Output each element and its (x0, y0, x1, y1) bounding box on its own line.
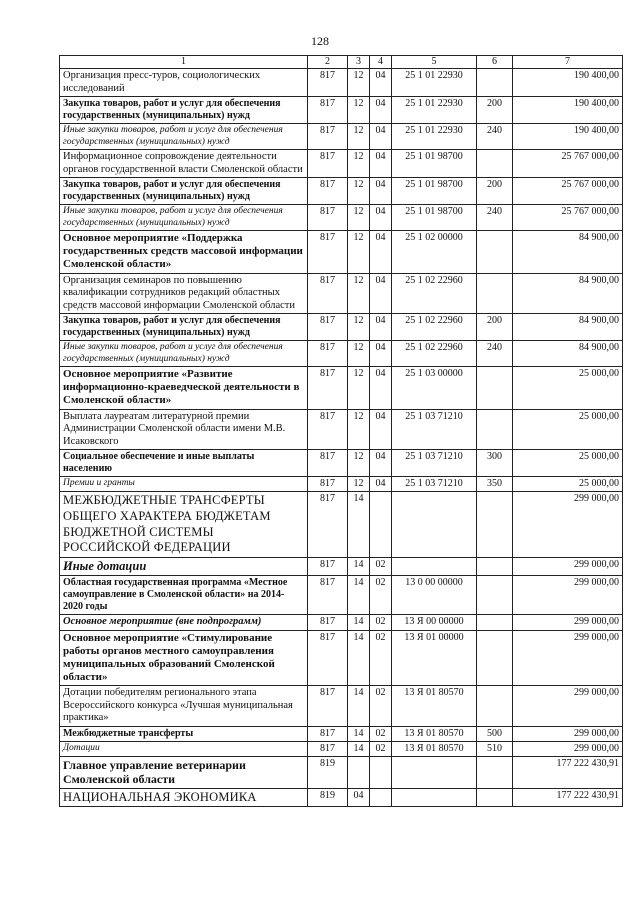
row-subsection: 04 (370, 409, 392, 450)
row-subsection: 02 (370, 575, 392, 614)
row-target-article: 13 Я 00 00000 (392, 614, 477, 630)
row-target-article: 25 1 01 98700 (392, 205, 477, 231)
row-expense-type (477, 757, 513, 789)
table-row (60, 124, 623, 150)
table-row (60, 314, 623, 341)
row-expense-type (477, 575, 513, 614)
table-row (60, 178, 623, 205)
row-target-article: 25 1 01 22930 (392, 69, 477, 97)
table-body (60, 69, 623, 807)
row-subsection: 04 (370, 205, 392, 231)
row-section: 04 (348, 788, 370, 807)
row-expense-type: 350 (477, 477, 513, 492)
table-row (60, 742, 623, 757)
row-amount: 25 767 000,00 (513, 149, 623, 177)
row-expense-type (477, 273, 513, 314)
row-section: 12 (348, 124, 370, 150)
row-name: Иные закупки товаров, работ и услуг для обеспечения государственных (муниципальных) нужд (60, 341, 308, 367)
row-amount: 299 000,00 (513, 575, 623, 614)
table-row (60, 557, 623, 575)
row-admin-code: 817 (308, 727, 348, 742)
row-section: 12 (348, 69, 370, 97)
row-section: 14 (348, 742, 370, 757)
row-amount: 25 000,00 (513, 450, 623, 477)
row-admin-code: 817 (308, 409, 348, 450)
column-header: 6 (477, 56, 513, 69)
row-target-article: 25 1 03 71210 (392, 477, 477, 492)
row-name: Организация семинаров по повышению квалификации сотрудников редакций областных средств массовой информации Смоленской области (60, 273, 308, 314)
row-target-article: 25 1 03 00000 (392, 367, 477, 410)
row-target-article: 25 1 02 22960 (392, 314, 477, 341)
row-name: Организация пресс-туров, социологических исследований (60, 69, 308, 97)
row-subsection: 04 (370, 124, 392, 150)
row-section: 12 (348, 409, 370, 450)
row-amount: 84 900,00 (513, 230, 623, 273)
row-subsection (370, 757, 392, 789)
row-section: 14 (348, 630, 370, 686)
row-amount: 25 767 000,00 (513, 205, 623, 231)
row-name: Информационное сопровождение деятельности органов государственной власти Смоленской области (60, 149, 308, 177)
table-row (60, 409, 623, 450)
row-expense-type: 240 (477, 341, 513, 367)
row-target-article (392, 492, 477, 558)
table-row (60, 727, 623, 742)
column-header: 1 (60, 56, 308, 69)
row-name: Закупка товаров, работ и услуг для обеспечения государственных (муниципальных) нужд (60, 178, 308, 205)
row-amount: 299 000,00 (513, 686, 623, 727)
table-row (60, 450, 623, 477)
row-subsection: 04 (370, 314, 392, 341)
row-target-article (392, 757, 477, 789)
row-amount: 177 222 430,91 (513, 788, 623, 807)
row-name: Основное мероприятие «Развитие информационно-краеведческой деятельности в Смоленской области» (60, 367, 308, 410)
row-target-article: 25 1 03 71210 (392, 450, 477, 477)
row-expense-type (477, 492, 513, 558)
row-target-article: 25 1 01 22930 (392, 97, 477, 124)
row-target-article (392, 557, 477, 575)
row-admin-code: 817 (308, 367, 348, 410)
table-row (60, 575, 623, 614)
table-row (60, 492, 623, 558)
row-name: Социальное обеспечение и иные выплаты населению (60, 450, 308, 477)
row-amount: 25 000,00 (513, 477, 623, 492)
row-name: Дотации победителям регионального этапа Всероссийского конкурса «Лучшая муниципальная практика» (60, 686, 308, 727)
row-section: 12 (348, 205, 370, 231)
row-admin-code: 817 (308, 575, 348, 614)
row-expense-type: 510 (477, 742, 513, 757)
row-target-article: 25 1 01 98700 (392, 178, 477, 205)
row-target-article: 25 1 01 22930 (392, 124, 477, 150)
row-name: Иные закупки товаров, работ и услуг для обеспечения государственных (муниципальных) нужд (60, 205, 308, 231)
table-row (60, 205, 623, 231)
row-expense-type: 240 (477, 124, 513, 150)
row-amount: 299 000,00 (513, 630, 623, 686)
row-section: 12 (348, 149, 370, 177)
row-expense-type: 300 (477, 450, 513, 477)
row-expense-type (477, 686, 513, 727)
table-row (60, 149, 623, 177)
row-amount: 299 000,00 (513, 492, 623, 558)
table-row (60, 614, 623, 630)
row-name: Иные закупки товаров, работ и услуг для обеспечения государственных (муниципальных) нужд (60, 124, 308, 150)
row-section: 12 (348, 230, 370, 273)
row-subsection (370, 788, 392, 807)
row-expense-type: 200 (477, 97, 513, 124)
row-expense-type (477, 788, 513, 807)
table-row (60, 367, 623, 410)
row-name: Основное мероприятие «Стимулирование работы органов местного самоуправления муниципальных образований Смоленской области» (60, 630, 308, 686)
row-name: Выплата лауреатам литературной премии Администрации Смоленской области имени М.В. Исаковского (60, 409, 308, 450)
row-admin-code: 817 (308, 124, 348, 150)
row-admin-code: 817 (308, 686, 348, 727)
row-target-article: 13 0 00 00000 (392, 575, 477, 614)
row-section: 14 (348, 557, 370, 575)
row-admin-code: 817 (308, 178, 348, 205)
row-name: Дотации (60, 742, 308, 757)
row-name: Основное мероприятие (вне подпрограмм) (60, 614, 308, 630)
row-amount: 84 900,00 (513, 314, 623, 341)
row-admin-code: 819 (308, 757, 348, 789)
row-section: 14 (348, 686, 370, 727)
table-row (60, 630, 623, 686)
row-name: Основное мероприятие «Поддержка государственных средств массовой информации Смоленской области» (60, 230, 308, 273)
row-section: 14 (348, 614, 370, 630)
row-expense-type (477, 149, 513, 177)
row-section: 14 (348, 492, 370, 558)
row-subsection: 02 (370, 557, 392, 575)
column-header: 7 (513, 56, 623, 69)
row-admin-code: 817 (308, 314, 348, 341)
row-admin-code: 817 (308, 450, 348, 477)
row-amount: 25 000,00 (513, 409, 623, 450)
row-subsection: 02 (370, 630, 392, 686)
row-expense-type (477, 614, 513, 630)
table-row (60, 273, 623, 314)
row-expense-type: 240 (477, 205, 513, 231)
row-subsection: 04 (370, 149, 392, 177)
row-admin-code: 817 (308, 742, 348, 757)
row-amount: 190 400,00 (513, 124, 623, 150)
row-target-article (392, 788, 477, 807)
row-section: 12 (348, 273, 370, 314)
row-section: 12 (348, 367, 370, 410)
row-expense-type: 200 (477, 314, 513, 341)
row-expense-type (477, 409, 513, 450)
row-amount: 190 400,00 (513, 69, 623, 97)
row-expense-type (477, 630, 513, 686)
row-name: Главное управление ветеринарии Смоленской области (60, 757, 308, 789)
row-amount: 84 900,00 (513, 341, 623, 367)
row-amount: 25 767 000,00 (513, 178, 623, 205)
column-header: 2 (308, 56, 348, 69)
row-admin-code: 817 (308, 614, 348, 630)
row-admin-code: 817 (308, 630, 348, 686)
row-target-article: 13 Я 01 00000 (392, 630, 477, 686)
row-admin-code: 817 (308, 477, 348, 492)
row-section: 12 (348, 341, 370, 367)
row-admin-code: 817 (308, 341, 348, 367)
row-admin-code: 817 (308, 149, 348, 177)
column-header: 4 (370, 56, 392, 69)
row-amount: 84 900,00 (513, 273, 623, 314)
row-expense-type (477, 557, 513, 575)
table-row (60, 788, 623, 807)
row-expense-type (477, 367, 513, 410)
row-admin-code: 817 (308, 492, 348, 558)
row-amount: 299 000,00 (513, 742, 623, 757)
row-expense-type: 200 (477, 178, 513, 205)
row-name: Закупка товаров, работ и услуг для обеспечения государственных (муниципальных) нужд (60, 314, 308, 341)
row-subsection: 02 (370, 742, 392, 757)
row-amount: 177 222 430,91 (513, 757, 623, 789)
row-target-article: 13 Я 01 80570 (392, 686, 477, 727)
row-subsection: 04 (370, 341, 392, 367)
table-row (60, 686, 623, 727)
row-subsection (370, 492, 392, 558)
row-target-article: 25 1 02 22960 (392, 273, 477, 314)
row-admin-code: 817 (308, 273, 348, 314)
row-amount: 299 000,00 (513, 557, 623, 575)
table-row (60, 97, 623, 124)
row-subsection: 02 (370, 686, 392, 727)
row-subsection: 04 (370, 367, 392, 410)
row-section: 12 (348, 97, 370, 124)
row-amount: 190 400,00 (513, 97, 623, 124)
row-expense-type (477, 230, 513, 273)
table-row (60, 757, 623, 789)
row-target-article: 13 Я 01 80570 (392, 727, 477, 742)
row-name: Премии и гранты (60, 477, 308, 492)
row-admin-code: 817 (308, 69, 348, 97)
row-name: МЕЖБЮДЖЕТНЫЕ ТРАНСФЕРТЫ ОБЩЕГО ХАРАКТЕРА БЮДЖЕТАМ БЮДЖЕТНОЙ СИСТЕМЫ РОССИЙСКОЙ ФЕДЕРАЦИИ (60, 492, 308, 558)
row-expense-type: 500 (477, 727, 513, 742)
row-section: 12 (348, 477, 370, 492)
row-name: Закупка товаров, работ и услуг для обеспечения государственных (муниципальных) нужд (60, 97, 308, 124)
row-subsection: 04 (370, 230, 392, 273)
row-subsection: 04 (370, 178, 392, 205)
row-target-article: 25 1 02 22960 (392, 341, 477, 367)
row-subsection: 04 (370, 477, 392, 492)
row-amount: 25 000,00 (513, 367, 623, 410)
row-target-article: 25 1 02 00000 (392, 230, 477, 273)
table-header-row (60, 56, 623, 69)
row-section: 14 (348, 727, 370, 742)
row-admin-code: 817 (308, 205, 348, 231)
row-admin-code: 817 (308, 557, 348, 575)
row-name: Межбюджетные трансферты (60, 727, 308, 742)
row-subsection: 04 (370, 273, 392, 314)
row-section (348, 757, 370, 789)
row-name: Областная государственная программа «Местное самоуправление в Смоленской области» на 2014-2020 годы (60, 575, 308, 614)
row-name: Иные дотации (60, 557, 308, 575)
row-admin-code: 817 (308, 230, 348, 273)
row-section: 12 (348, 178, 370, 205)
row-admin-code: 819 (308, 788, 348, 807)
row-subsection: 04 (370, 69, 392, 97)
page-number: 128 (311, 34, 329, 48)
row-section: 12 (348, 450, 370, 477)
row-subsection: 02 (370, 614, 392, 630)
row-admin-code: 817 (308, 97, 348, 124)
column-header: 5 (392, 56, 477, 69)
table-row (60, 230, 623, 273)
row-subsection: 04 (370, 450, 392, 477)
row-target-article: 13 Я 01 80570 (392, 742, 477, 757)
row-subsection: 04 (370, 97, 392, 124)
row-section: 14 (348, 575, 370, 614)
table-row (60, 477, 623, 492)
table-row (60, 69, 623, 97)
row-target-article: 25 1 01 98700 (392, 149, 477, 177)
table-row (60, 341, 623, 367)
row-subsection: 02 (370, 727, 392, 742)
row-section: 12 (348, 314, 370, 341)
row-expense-type (477, 69, 513, 97)
budget-table (59, 55, 623, 807)
column-header: 3 (348, 56, 370, 69)
row-amount: 299 000,00 (513, 614, 623, 630)
row-amount: 299 000,00 (513, 727, 623, 742)
row-name: НАЦИОНАЛЬНАЯ ЭКОНОМИКА (60, 788, 308, 807)
row-target-article: 25 1 03 71210 (392, 409, 477, 450)
